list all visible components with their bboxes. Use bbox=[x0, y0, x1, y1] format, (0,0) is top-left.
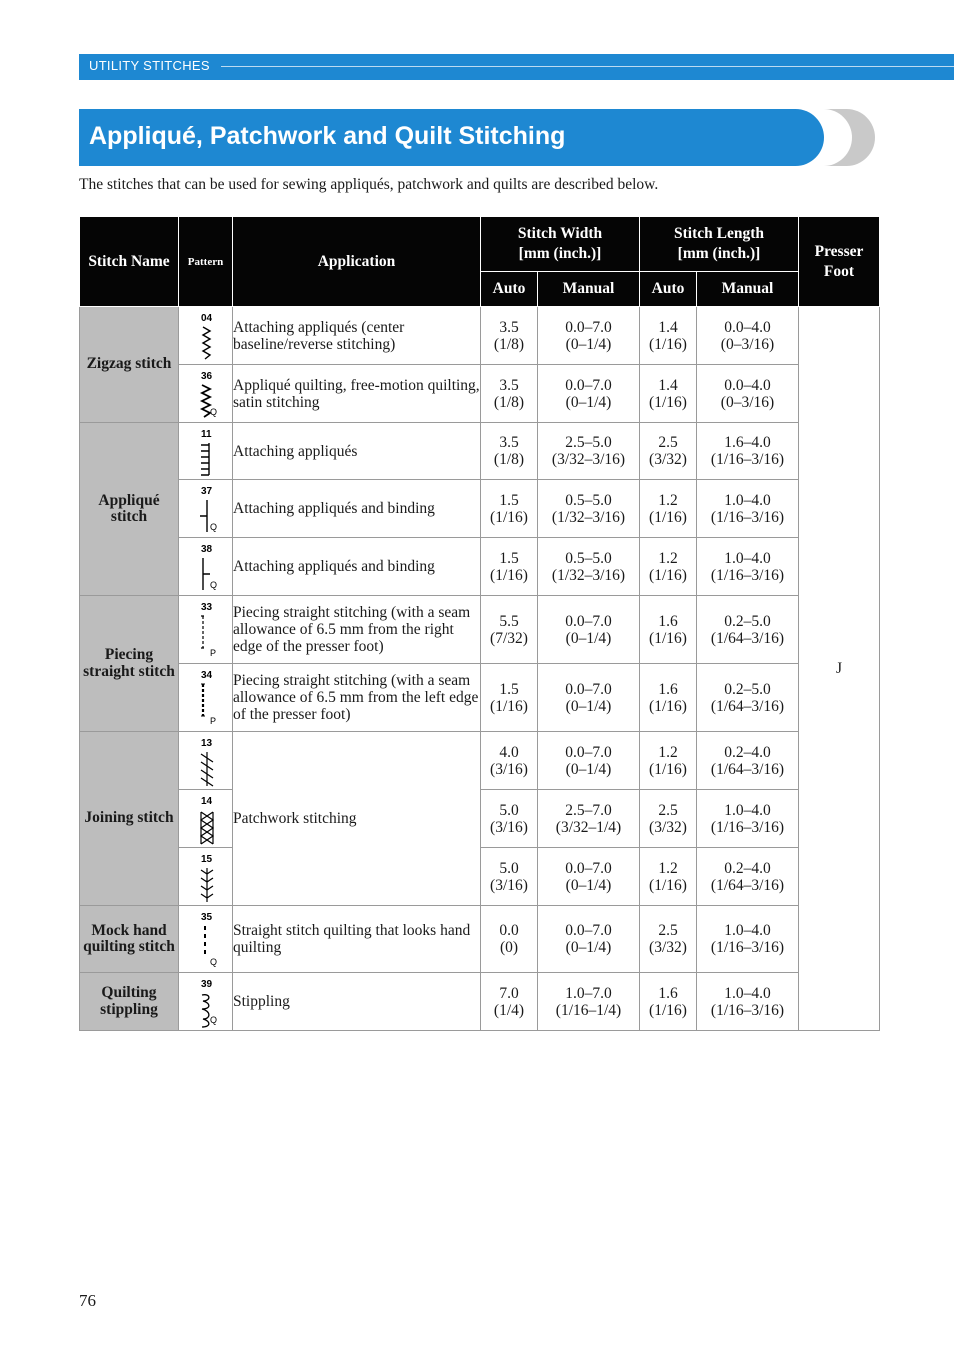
length-auto-cell bbox=[640, 423, 697, 480]
value-inch: (1/16–3/16) bbox=[710, 566, 785, 584]
width-manual-cell bbox=[538, 848, 640, 906]
pattern-number: 15 bbox=[201, 854, 213, 865]
pattern-number: 13 bbox=[201, 738, 213, 749]
feather-stitch-icon bbox=[199, 866, 215, 904]
col-stitch-width-label: Stitch Width bbox=[517, 225, 603, 242]
value-inch: (1/32–3/16) bbox=[551, 566, 626, 584]
width-manual-cell bbox=[538, 906, 640, 973]
application-cell: Attaching appliqués and binding bbox=[233, 538, 481, 596]
value-mm: 1.0–4.0 bbox=[724, 984, 771, 1002]
value-inch: (1/16) bbox=[649, 1001, 687, 1019]
col-presser-foot-l1: Presser bbox=[814, 242, 864, 260]
length-auto-cell bbox=[640, 307, 697, 365]
value-mm: 1.2 bbox=[658, 859, 678, 877]
pattern-cell[interactable] bbox=[179, 732, 233, 790]
application-cell: Attaching appliqués (center baseline/reverse stitching) bbox=[233, 307, 481, 365]
stitch-name-cell: Piecing straight stitch bbox=[80, 596, 179, 732]
value-inch: (1/16–3/16) bbox=[710, 818, 785, 836]
value-mm: 5.0 bbox=[499, 801, 519, 819]
stitch-name-cell: Zigzag stitch bbox=[80, 307, 179, 423]
application-cell: Appliqué quilting, free-motion quilting, satin stitching bbox=[233, 365, 481, 423]
table-row bbox=[80, 664, 880, 732]
value-inch: (1/16–3/16) bbox=[710, 508, 785, 526]
pattern-number: 36 bbox=[201, 371, 213, 382]
cross-stitch-icon bbox=[199, 808, 215, 846]
col-stitch-width bbox=[481, 217, 640, 272]
piecing-right-icon bbox=[199, 614, 215, 652]
value-inch: (1/16) bbox=[649, 629, 687, 647]
value-mm: 0.0–7.0 bbox=[565, 922, 612, 939]
value-inch: (1/16) bbox=[649, 508, 687, 526]
application-cell: Piecing straight stitching (with a seam allowance of 6.5 mm from the left edge of the presser foot) bbox=[233, 664, 481, 732]
length-manual-cell bbox=[697, 307, 799, 365]
value-inch: (3/32–1/4) bbox=[555, 818, 622, 836]
length-auto-cell bbox=[640, 538, 697, 596]
value-mm: 2.5 bbox=[658, 922, 678, 939]
length-auto-cell bbox=[640, 365, 697, 423]
pattern-number: 04 bbox=[201, 313, 213, 324]
value-mm: 0.2–4.0 bbox=[724, 859, 771, 877]
value-mm: 0.2–4.0 bbox=[724, 743, 771, 761]
stitch-name-cell: Joining stitch bbox=[80, 732, 179, 906]
value-inch: (1/16) bbox=[649, 760, 687, 778]
value-inch: (0–1/4) bbox=[565, 760, 612, 778]
value-inch: (3/32) bbox=[649, 818, 687, 836]
pattern-number: 37 bbox=[201, 486, 213, 497]
pattern-foot-letter: P bbox=[210, 648, 217, 658]
value-inch: (1/64–3/16) bbox=[710, 629, 785, 647]
pattern-foot-letter: P bbox=[210, 716, 217, 726]
value-inch: (0–1/4) bbox=[565, 697, 612, 715]
stitch-name-cell: Appliqué stitch bbox=[80, 423, 179, 596]
table-row bbox=[80, 365, 880, 423]
value-mm: 1.0–7.0 bbox=[565, 984, 612, 1002]
pattern-cell[interactable] bbox=[179, 365, 233, 423]
application-cell: Attaching appliqués bbox=[233, 423, 481, 480]
pattern-cell[interactable] bbox=[179, 848, 233, 906]
value-inch: (3/32) bbox=[649, 939, 687, 956]
length-manual-cell bbox=[697, 423, 799, 480]
length-manual-cell bbox=[697, 480, 799, 538]
value-mm: 2.5–5.0 bbox=[565, 434, 612, 451]
stitch-name-cell: Quilting stippling bbox=[80, 973, 179, 1031]
value-mm: 0.0–4.0 bbox=[724, 318, 771, 336]
pattern-cell[interactable] bbox=[179, 307, 233, 365]
value-mm: 1.0–4.0 bbox=[724, 549, 771, 567]
length-manual-cell bbox=[697, 664, 799, 732]
value-mm: 5.5 bbox=[499, 612, 519, 630]
value-inch: (0–1/4) bbox=[565, 393, 612, 411]
page-number: 76 bbox=[79, 1291, 96, 1310]
value-mm: 1.5 bbox=[499, 680, 519, 698]
pattern-cell[interactable] bbox=[179, 790, 233, 848]
presser-foot-cell: J bbox=[799, 307, 880, 1031]
value-inch: (1/16) bbox=[490, 566, 528, 584]
value-mm: 2.5 bbox=[658, 434, 678, 451]
value-mm: 1.0–4.0 bbox=[724, 491, 771, 509]
width-auto-cell bbox=[481, 480, 538, 538]
value-inch: (1/16–3/16) bbox=[710, 1001, 785, 1019]
width-auto-cell bbox=[481, 732, 538, 790]
value-mm: 2.5 bbox=[658, 801, 678, 819]
col-stitch-length-unit: [mm (inch.)] bbox=[677, 245, 761, 262]
width-manual-cell bbox=[538, 538, 640, 596]
length-manual-cell bbox=[697, 848, 799, 906]
table-row bbox=[80, 596, 880, 664]
value-inch: (1/16–1/4) bbox=[555, 1001, 622, 1019]
width-auto-cell bbox=[481, 423, 538, 480]
value-inch: (1/16) bbox=[649, 876, 687, 894]
length-auto-cell bbox=[640, 906, 697, 973]
length-auto-cell bbox=[640, 664, 697, 732]
value-mm: 1.4 bbox=[658, 376, 678, 394]
length-manual-cell bbox=[697, 973, 799, 1031]
value-inch: (1/64–3/16) bbox=[710, 760, 785, 778]
pattern-cell[interactable] bbox=[179, 596, 233, 664]
value-inch: (1/64–3/16) bbox=[710, 697, 785, 715]
value-inch: (1/16) bbox=[490, 697, 528, 715]
table-row bbox=[80, 973, 880, 1031]
value-mm: 1.6–4.0 bbox=[724, 434, 771, 451]
value-mm: 1.5 bbox=[499, 491, 519, 509]
value-mm: 5.0 bbox=[499, 859, 519, 877]
table-row bbox=[80, 307, 880, 365]
value-inch: (7/32) bbox=[490, 629, 528, 647]
col-length-auto: Auto bbox=[640, 272, 697, 307]
pattern-foot-letter: Q bbox=[210, 580, 218, 590]
pattern-cell[interactable] bbox=[179, 423, 233, 480]
length-auto-cell bbox=[640, 973, 697, 1031]
value-inch: (0–1/4) bbox=[565, 335, 612, 353]
pattern-number: 35 bbox=[201, 912, 213, 923]
col-pattern: Pattern bbox=[179, 217, 233, 307]
table-row bbox=[80, 423, 880, 480]
pattern-foot-letter: Q bbox=[210, 407, 218, 417]
col-presser-foot bbox=[799, 217, 880, 307]
width-auto-cell bbox=[481, 307, 538, 365]
value-inch: (1/16) bbox=[649, 566, 687, 584]
value-mm: 0.0–7.0 bbox=[565, 376, 612, 394]
zigzag-icon bbox=[199, 325, 215, 363]
value-inch: (1/64–3/16) bbox=[710, 876, 785, 894]
value-inch: (1/16–3/16) bbox=[710, 939, 785, 956]
col-width-manual: Manual bbox=[538, 272, 640, 307]
value-mm: 1.2 bbox=[658, 743, 678, 761]
value-mm: 2.5–7.0 bbox=[565, 801, 612, 819]
value-mm: 1.6 bbox=[658, 680, 678, 698]
width-auto-cell bbox=[481, 538, 538, 596]
length-auto-cell bbox=[640, 732, 697, 790]
application-cell: Piecing straight stitching (with a seam allowance of 6.5 mm from the right edge of the presser foot) bbox=[233, 596, 481, 664]
pattern-foot-letter: Q bbox=[210, 957, 218, 967]
width-manual-cell bbox=[538, 307, 640, 365]
width-manual-cell bbox=[538, 973, 640, 1031]
pattern-number: 38 bbox=[201, 544, 213, 555]
value-mm: 1.6 bbox=[658, 612, 678, 630]
value-inch: (3/32) bbox=[649, 451, 687, 468]
value-inch: (3/16) bbox=[490, 760, 528, 778]
value-inch: (1/16) bbox=[649, 697, 687, 715]
value-mm: 3.5 bbox=[499, 434, 519, 451]
value-inch: (0–3/16) bbox=[720, 335, 775, 353]
application-cell: Attaching appliqués and binding bbox=[233, 480, 481, 538]
width-auto-cell bbox=[481, 848, 538, 906]
title-bar bbox=[79, 109, 824, 166]
width-manual-cell bbox=[538, 365, 640, 423]
col-width-auto: Auto bbox=[481, 272, 538, 307]
length-manual-cell bbox=[697, 365, 799, 423]
table-row bbox=[80, 480, 880, 538]
value-mm: 1.0–4.0 bbox=[724, 922, 771, 939]
length-manual-cell bbox=[697, 732, 799, 790]
width-auto-cell bbox=[481, 790, 538, 848]
col-presser-foot-l2: Foot bbox=[823, 262, 855, 280]
length-manual-cell bbox=[697, 596, 799, 664]
width-auto-cell bbox=[481, 365, 538, 423]
value-mm: 0.0–7.0 bbox=[565, 318, 612, 336]
pattern-foot-letter: Q bbox=[210, 1015, 218, 1025]
page-title: Appliqué, Patchwork and Quilt Stitching bbox=[89, 122, 566, 150]
col-stitch-length-label: Stitch Length bbox=[674, 225, 764, 242]
value-inch: (1/8) bbox=[493, 451, 525, 468]
col-stitch-width-unit: [mm (inch.)] bbox=[518, 245, 602, 262]
value-inch: (1/16) bbox=[649, 393, 687, 411]
application-cell: Straight stitch quilting that looks hand quilting bbox=[233, 906, 481, 973]
blanket-stitch-icon bbox=[199, 441, 215, 479]
value-mm: 0.0–7.0 bbox=[565, 743, 612, 761]
application-cell: Patchwork stitching bbox=[233, 732, 481, 906]
length-auto-cell bbox=[640, 790, 697, 848]
intro-paragraph: The stitches that can be used for sewing appliqués, patchwork and quilts are described below. bbox=[79, 176, 659, 193]
value-inch: (3/16) bbox=[490, 876, 528, 894]
value-inch: (3/32–3/16) bbox=[551, 451, 626, 468]
value-inch: (1/32–3/16) bbox=[551, 508, 626, 526]
pattern-cell[interactable] bbox=[179, 664, 233, 732]
pattern-cell[interactable] bbox=[179, 973, 233, 1031]
value-mm: 0.0–7.0 bbox=[565, 680, 612, 698]
value-mm: 0.2–5.0 bbox=[724, 612, 771, 630]
section-header-band bbox=[79, 54, 954, 80]
pattern-number: 39 bbox=[201, 979, 213, 990]
length-auto-cell bbox=[640, 480, 697, 538]
length-auto-cell bbox=[640, 848, 697, 906]
pattern-number: 33 bbox=[201, 602, 213, 613]
pattern-cell[interactable] bbox=[179, 480, 233, 538]
header-rule bbox=[221, 66, 954, 67]
width-auto-cell bbox=[481, 973, 538, 1031]
pattern-foot-letter: Q bbox=[210, 522, 218, 532]
width-auto-cell bbox=[481, 906, 538, 973]
value-inch: (1/8) bbox=[493, 393, 525, 411]
application-cell: Stippling bbox=[233, 973, 481, 1031]
value-inch: (0–1/4) bbox=[565, 876, 612, 894]
table-row bbox=[80, 732, 880, 790]
value-mm: 1.4 bbox=[658, 318, 678, 336]
value-inch: (0) bbox=[499, 939, 519, 956]
value-mm: 7.0 bbox=[499, 984, 519, 1002]
value-mm: 3.5 bbox=[499, 318, 519, 336]
value-mm: 4.0 bbox=[499, 743, 519, 761]
value-inch: (0–1/4) bbox=[565, 629, 612, 647]
col-length-manual: Manual bbox=[697, 272, 799, 307]
value-inch: (1/8) bbox=[493, 335, 525, 353]
col-stitch-length bbox=[640, 217, 799, 272]
width-manual-cell bbox=[538, 732, 640, 790]
value-mm: 0.5–5.0 bbox=[565, 491, 612, 509]
stitch-name-cell: Mock hand quilting stitch bbox=[80, 906, 179, 973]
table-row bbox=[80, 906, 880, 973]
length-manual-cell bbox=[697, 906, 799, 973]
value-mm: 0.0–7.0 bbox=[565, 859, 612, 877]
value-mm: 1.2 bbox=[658, 549, 678, 567]
col-stitch-name: Stitch Name bbox=[80, 217, 179, 307]
width-manual-cell bbox=[538, 664, 640, 732]
pattern-cell[interactable] bbox=[179, 906, 233, 973]
value-inch: (1/4) bbox=[493, 1001, 525, 1019]
value-inch: (1/16–3/16) bbox=[710, 451, 785, 468]
value-mm: 0.2–5.0 bbox=[724, 680, 771, 698]
col-application: Application bbox=[233, 217, 481, 307]
value-inch: (1/16) bbox=[490, 508, 528, 526]
value-mm: 0.5–5.0 bbox=[565, 549, 612, 567]
pattern-number: 14 bbox=[201, 796, 213, 807]
pattern-number: 11 bbox=[201, 429, 212, 440]
value-inch: (1/16) bbox=[649, 335, 687, 353]
section-label: UTILITY STITCHES bbox=[89, 58, 210, 73]
value-mm: 0.0–4.0 bbox=[724, 376, 771, 394]
value-inch: (3/16) bbox=[490, 818, 528, 836]
pattern-number: 34 bbox=[201, 670, 213, 681]
width-manual-cell bbox=[538, 596, 640, 664]
length-manual-cell bbox=[697, 790, 799, 848]
value-inch: (0–1/4) bbox=[565, 939, 612, 956]
joining-zigzag-icon bbox=[199, 750, 215, 788]
length-auto-cell bbox=[640, 596, 697, 664]
value-inch: (0–3/16) bbox=[720, 393, 775, 411]
value-mm: 1.0–4.0 bbox=[724, 801, 771, 819]
value-mm: 3.5 bbox=[499, 376, 519, 394]
value-mm: 1.6 bbox=[658, 984, 678, 1002]
table-row bbox=[80, 538, 880, 596]
value-mm: 1.2 bbox=[658, 491, 678, 509]
width-manual-cell bbox=[538, 790, 640, 848]
value-mm: 1.5 bbox=[499, 549, 519, 567]
width-auto-cell bbox=[481, 596, 538, 664]
width-auto-cell bbox=[481, 664, 538, 732]
width-manual-cell bbox=[538, 480, 640, 538]
width-manual-cell bbox=[538, 423, 640, 480]
stitch-table bbox=[79, 216, 880, 1031]
value-mm: 0.0 bbox=[499, 922, 519, 939]
length-manual-cell bbox=[697, 538, 799, 596]
piecing-left-icon bbox=[199, 682, 215, 720]
value-mm: 0.0–7.0 bbox=[565, 612, 612, 630]
pattern-cell[interactable] bbox=[179, 538, 233, 596]
